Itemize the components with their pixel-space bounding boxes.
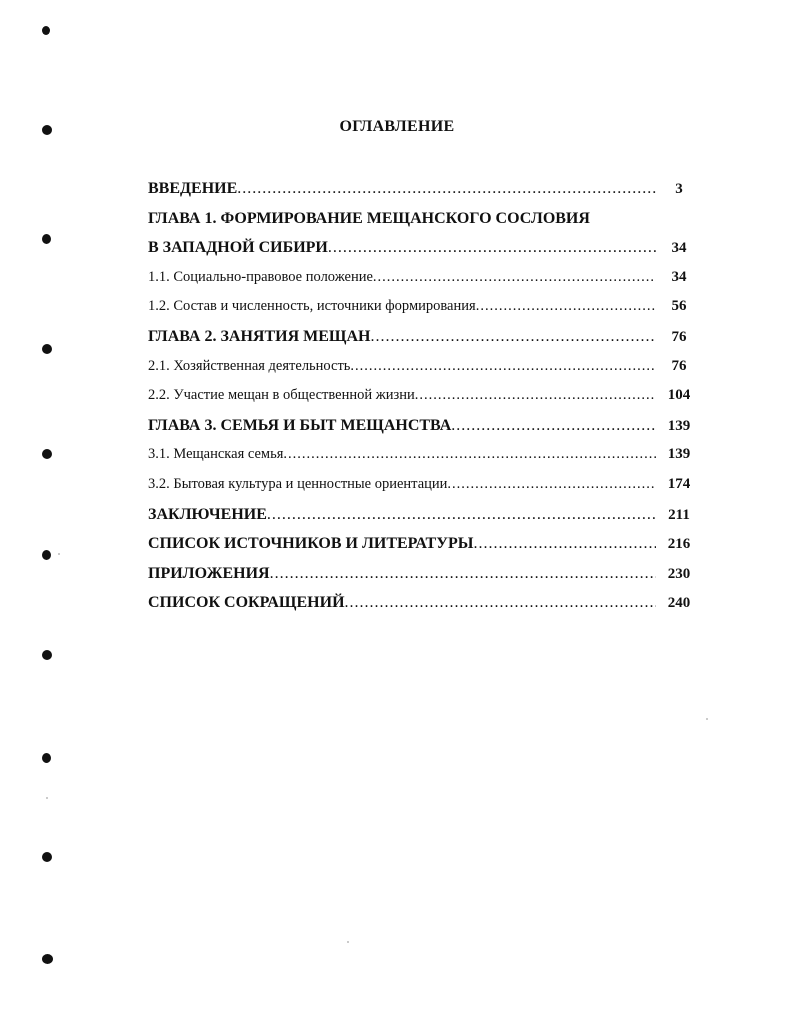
toc-leader-dots	[270, 559, 656, 589]
toc-entry-title: 1.1. Социально-правовое положение	[148, 268, 373, 285]
punch-hole-mark	[42, 753, 51, 763]
toc-leader-dots	[473, 529, 656, 559]
table-of-contents	[148, 174, 696, 618]
toc-leader-dots	[451, 411, 656, 441]
punch-hole-mark	[42, 954, 53, 964]
toc-leader-dots	[283, 440, 656, 470]
toc-entry	[148, 529, 696, 559]
toc-page-number: 56	[671, 298, 687, 315]
toc-entry	[148, 411, 696, 441]
toc-leader-dots	[476, 292, 656, 322]
toc-page-number: 3	[675, 181, 683, 197]
punch-hole-mark	[42, 26, 50, 35]
punch-hole-mark	[42, 234, 51, 244]
toc-entry	[148, 174, 696, 204]
toc-entry	[148, 381, 696, 411]
toc-entry-title: ВВЕДЕНИЕ	[148, 180, 238, 197]
toc-entry-title: ПРИЛОЖЕНИЯ	[148, 564, 270, 582]
toc-entry	[148, 588, 696, 618]
toc-page-number: 174	[667, 475, 691, 492]
toc-page-number: 76	[671, 357, 687, 374]
toc-entry	[148, 263, 696, 293]
scan-speck	[46, 797, 48, 799]
toc-entry-title: В ЗАПАДНОЙ СИБИРИ	[148, 239, 328, 257]
toc-entry	[148, 233, 696, 263]
toc-leader-dots	[237, 174, 656, 204]
page-title: ОГЛАВЛЕНИЕ	[339, 118, 455, 135]
scan-speck	[58, 553, 60, 555]
toc-entry-title: 1.2. Состав и численность, источники формирования	[148, 298, 476, 315]
toc-leader-dots	[415, 381, 656, 411]
toc-entry-title: СПИСОК СОКРАЩЕНИЙ	[148, 594, 345, 612]
toc-entry	[148, 352, 696, 382]
toc-entry-title: 2.1. Хозяйственная деятельность	[148, 357, 351, 374]
toc-entry	[148, 322, 696, 352]
toc-entry	[148, 204, 696, 234]
toc-entry	[148, 559, 696, 589]
toc-page-number: 211	[668, 506, 690, 523]
toc-entry	[148, 440, 696, 470]
toc-page-number: 34	[671, 240, 687, 257]
punch-hole-mark	[42, 344, 52, 354]
punch-hole-mark	[42, 650, 52, 660]
toc-page-number: 240	[667, 595, 691, 612]
punch-hole-mark	[42, 449, 52, 459]
toc-entry-title: ГЛАВА 2. ЗАНЯТИЯ МЕЩАН	[148, 327, 371, 345]
toc-leader-dots	[373, 263, 656, 293]
toc-page-number: 230	[667, 565, 691, 582]
toc-leader-dots	[328, 233, 656, 263]
toc-page-number: 34	[671, 268, 687, 285]
toc-entry-title: ГЛАВА 1. ФОРМИРОВАНИЕ МЕЩАНСКОГО СОСЛОВИЯ	[148, 209, 590, 227]
toc-entry	[148, 500, 696, 530]
scan-speck	[706, 718, 708, 720]
toc-entry-title: ЗАКЛЮЧЕНИЕ	[148, 505, 267, 523]
punch-hole-mark	[42, 852, 52, 862]
toc-page-number: 104	[667, 387, 691, 404]
toc-entry	[148, 292, 696, 322]
toc-entry-title: 3.2. Бытовая культура и ценностные ориентации	[148, 475, 448, 492]
punch-hole-mark	[42, 550, 51, 560]
toc-leader-dots	[447, 470, 656, 500]
toc-entry-title: 3.1. Мещанская семья	[148, 446, 284, 463]
scan-speck	[347, 941, 349, 943]
toc-leader-dots	[345, 588, 656, 618]
toc-entry-title: СПИСОК ИСТОЧНИКОВ И ЛИТЕРАТУРЫ	[148, 535, 474, 553]
toc-entry-title: 2.2. Участие мещан в общественной жизни	[148, 387, 415, 404]
toc-page-number: 216	[667, 536, 691, 553]
toc-entry	[148, 470, 696, 500]
toc-page-number: 76	[671, 328, 687, 345]
toc-leader-dots	[267, 500, 656, 530]
toc-page-number: 139	[667, 446, 691, 463]
toc-entry-title: ГЛАВА 3. СЕМЬЯ И БЫТ МЕЩАНСТВА	[148, 416, 452, 434]
toc-leader-dots	[370, 322, 656, 352]
toc-page-number: 139	[667, 417, 691, 434]
toc-leader-dots	[350, 352, 656, 382]
